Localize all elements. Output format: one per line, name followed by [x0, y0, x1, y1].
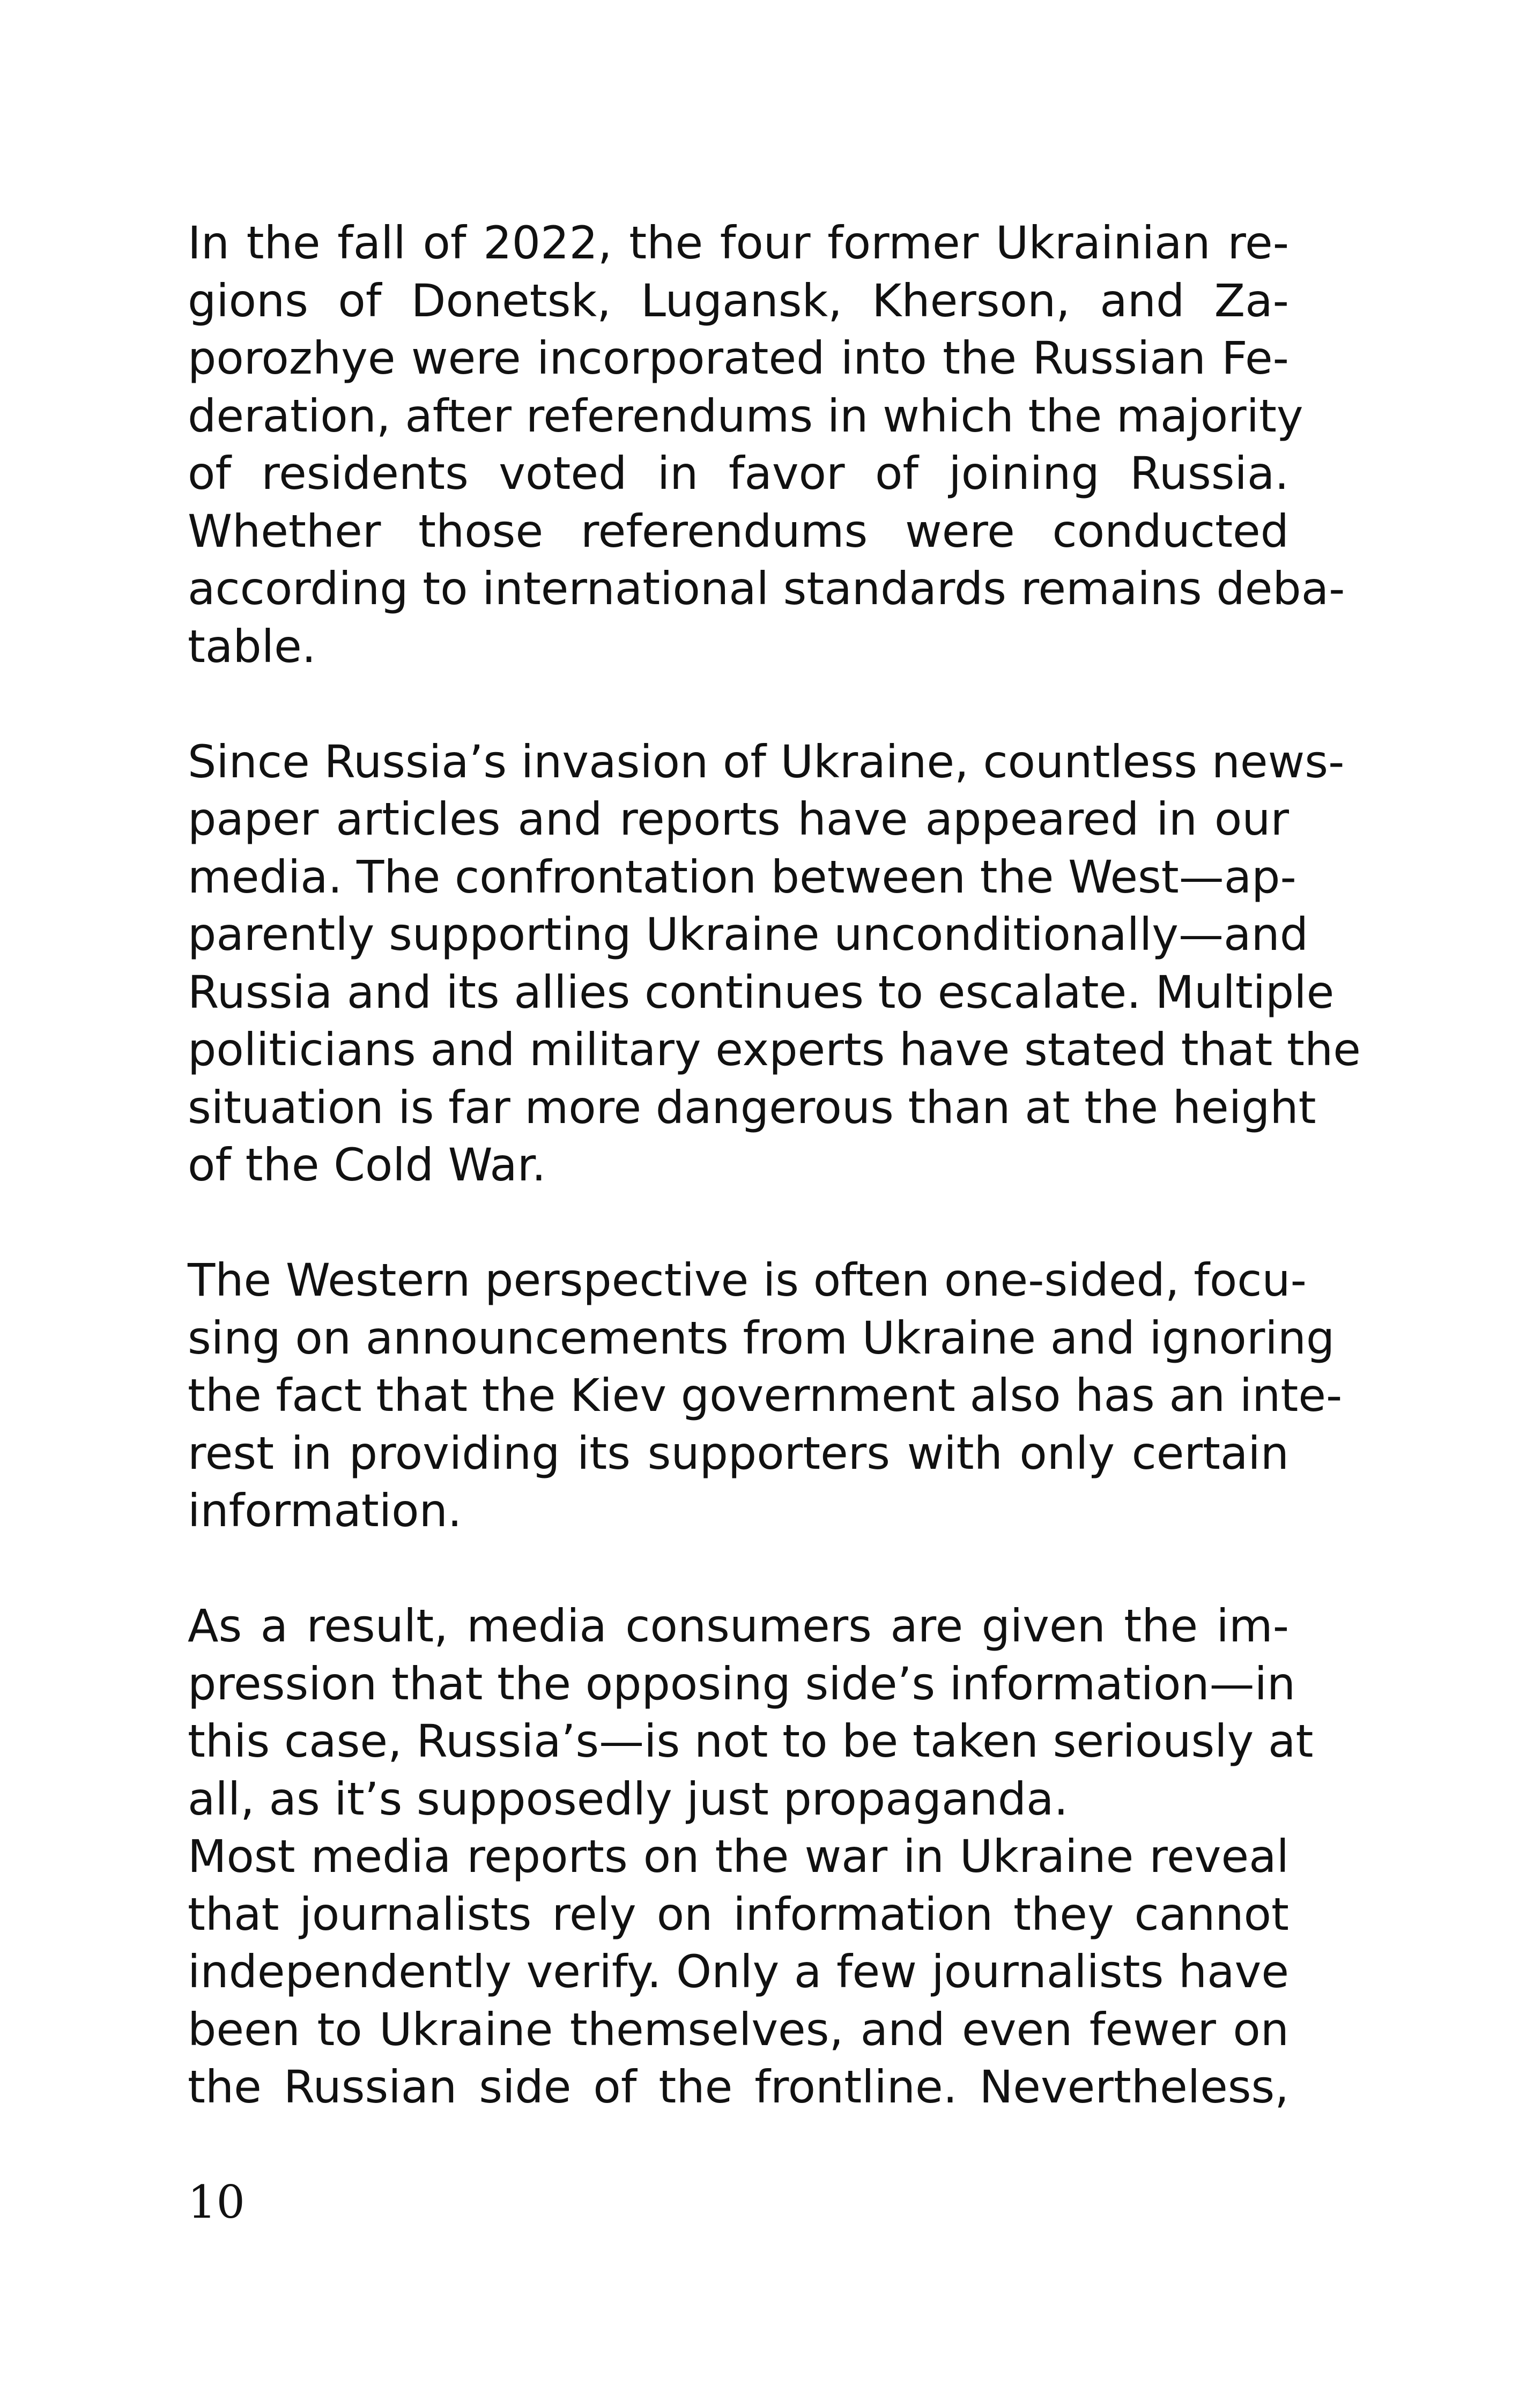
- text-line: table.: [188, 620, 316, 673]
- paragraph-2: [188, 733, 1361, 1194]
- body-text: [188, 214, 1361, 2116]
- text-line: Whether those referendums were conducted: [188, 504, 1289, 558]
- text-line: the Russian side of the frontline. Nevertheless,: [188, 2061, 1289, 2113]
- text-line: The Western perspective is often one-sided, focu-: [188, 1254, 1307, 1306]
- text-line: parently supporting Ukraine unconditionally—and: [188, 908, 1309, 961]
- text-line: Russia and its allies continues to escalate. Multiple: [188, 965, 1335, 1019]
- text-line: information.: [188, 1484, 462, 1537]
- text-line: paper articles and reports have appeared in our: [188, 793, 1289, 845]
- text-line: Most media reports on the war in Ukraine reveal: [188, 1830, 1289, 1883]
- text-line: this case, Russia’s—is not to be taken seriously at: [188, 1715, 1314, 1767]
- text-line: independently verify. Only a few journalists have: [188, 1945, 1289, 1998]
- text-line: In the fall of 2022, the four former Ukrainian re-: [188, 217, 1289, 269]
- text-line: situation is far more dangerous than at the height: [188, 1081, 1316, 1134]
- text-line: according to international standards remains deba-: [188, 562, 1345, 615]
- paragraph-4: [188, 1597, 1314, 1828]
- text-line: deration, after referendums in which the majority: [188, 389, 1303, 442]
- text-line: of the Cold War.: [188, 1139, 546, 1191]
- text-line: Since Russia’s invasion of Ukraine, countless news-: [188, 735, 1345, 788]
- text-line: all, as it’s supposedly just propaganda.: [188, 1772, 1069, 1825]
- text-line: politicians and military experts have stated that the: [188, 1023, 1361, 1076]
- text-line: pression that the opposing side’s information—in: [188, 1657, 1296, 1710]
- paragraph-3: [188, 1252, 1343, 1540]
- text-line: sing on announcements from Ukraine and ignoring: [188, 1311, 1335, 1364]
- text-line: that journalists rely on information they cannot: [188, 1887, 1289, 1941]
- text-line: As a result, media consumers are given the im-: [188, 1600, 1289, 1652]
- paragraph-5: [188, 1828, 1289, 2116]
- text-line: gions of Donetsk, Lugansk, Kherson, and Za-: [188, 274, 1289, 327]
- text-line: rest in providing its supporters with only certain: [188, 1426, 1289, 1480]
- text-line: porozhye were incorporated into the Russian Fe-: [188, 332, 1289, 384]
- text-line: media. The confrontation between the West—ap-: [188, 850, 1296, 903]
- paragraph-1: [188, 214, 1345, 675]
- text-line: the fact that the Kiev government also has an inte-: [188, 1369, 1343, 1422]
- text-line: been to Ukraine themselves, and even fewer on: [188, 2003, 1289, 2056]
- text-line: of residents voted in favor of joining Russia.: [188, 447, 1289, 500]
- page-number: 10: [188, 2176, 245, 2228]
